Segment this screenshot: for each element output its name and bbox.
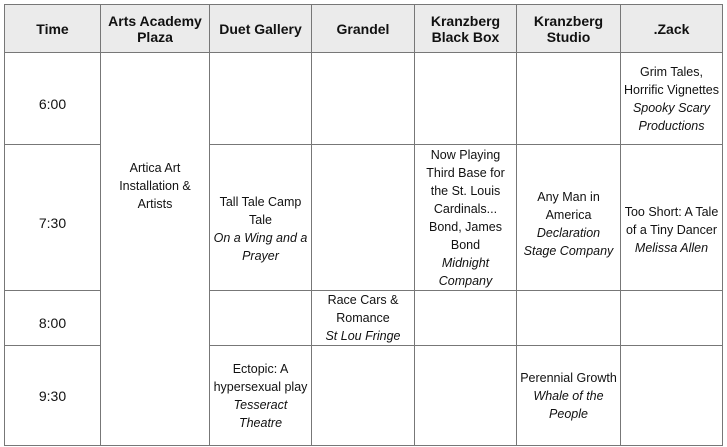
empty-cell: [312, 145, 415, 291]
cell-perennial: [517, 346, 621, 446]
event-title: Too Short: A Tale of a Tiny Dancer: [624, 205, 719, 237]
empty-cell: [415, 346, 517, 446]
schedule-table: [4, 4, 723, 446]
event-company: Melissa Allen: [634, 241, 709, 255]
event-title: Now Playing Third Base for the St. Louis Cardinals... Bond, James Bond: [426, 147, 505, 252]
header-kranzberg-studio: Kranzberg Studio: [517, 5, 621, 53]
time-9-30: 9:30: [5, 346, 101, 446]
cell-artica: [101, 53, 210, 446]
event-company: On a Wing and a Prayer: [213, 230, 308, 263]
row-6-00: [5, 53, 723, 145]
empty-cell: [517, 53, 621, 145]
event-company: Whale of the People: [533, 388, 604, 421]
header-arts-academy-plaza: Arts Academy Plaza: [101, 5, 210, 53]
empty-cell: [415, 53, 517, 145]
header-zack: .Zack: [621, 5, 723, 53]
cell-grim-tales: [621, 53, 723, 145]
empty-cell: [415, 291, 517, 346]
header-grandel: Grandel: [312, 5, 415, 53]
empty-cell: [312, 346, 415, 446]
time-6-00: 6:00: [5, 53, 101, 145]
cell-now-playing: [415, 145, 517, 291]
event-title: Grim Tales, Horrific Vignettes: [624, 64, 719, 97]
event-company: Midnight Company: [438, 255, 493, 288]
empty-cell: [621, 346, 723, 446]
cell-race-cars: [312, 291, 415, 346]
cell-tall-tale: [210, 145, 312, 291]
empty-cell: [210, 291, 312, 346]
cell-any-man: [517, 145, 621, 291]
empty-cell: [210, 53, 312, 145]
empty-cell: [312, 53, 415, 145]
time-8-00: 8:00: [5, 291, 101, 346]
event-company: St Lou Fringe: [325, 329, 401, 343]
event-title: Perennial Growth: [520, 370, 617, 385]
event-title: Tall Tale Camp Tale: [219, 194, 302, 227]
empty-cell: [517, 291, 621, 346]
empty-cell: [621, 291, 723, 346]
event-company: Spooky Scary Productions: [632, 100, 711, 133]
event-company: Tesseract Theatre: [233, 397, 288, 430]
event-title: Ectopic: A hypersexual play: [213, 361, 308, 394]
header-time: Time: [5, 5, 101, 53]
header-duet-gallery: Duet Gallery: [210, 5, 312, 53]
event-title: Race Cars & Romance: [327, 293, 399, 325]
cell-too-short: [621, 145, 723, 291]
header-row: [5, 5, 723, 53]
event-title: Any Man in America: [537, 189, 600, 222]
event-title: Artica Art Installation & Artists: [119, 161, 191, 211]
time-7-30: 7:30: [5, 145, 101, 291]
event-company: Declaration Stage Company: [523, 225, 614, 258]
cell-ectopic: [210, 346, 312, 446]
header-kranzberg-black-box: Kranzberg Black Box: [415, 5, 517, 53]
